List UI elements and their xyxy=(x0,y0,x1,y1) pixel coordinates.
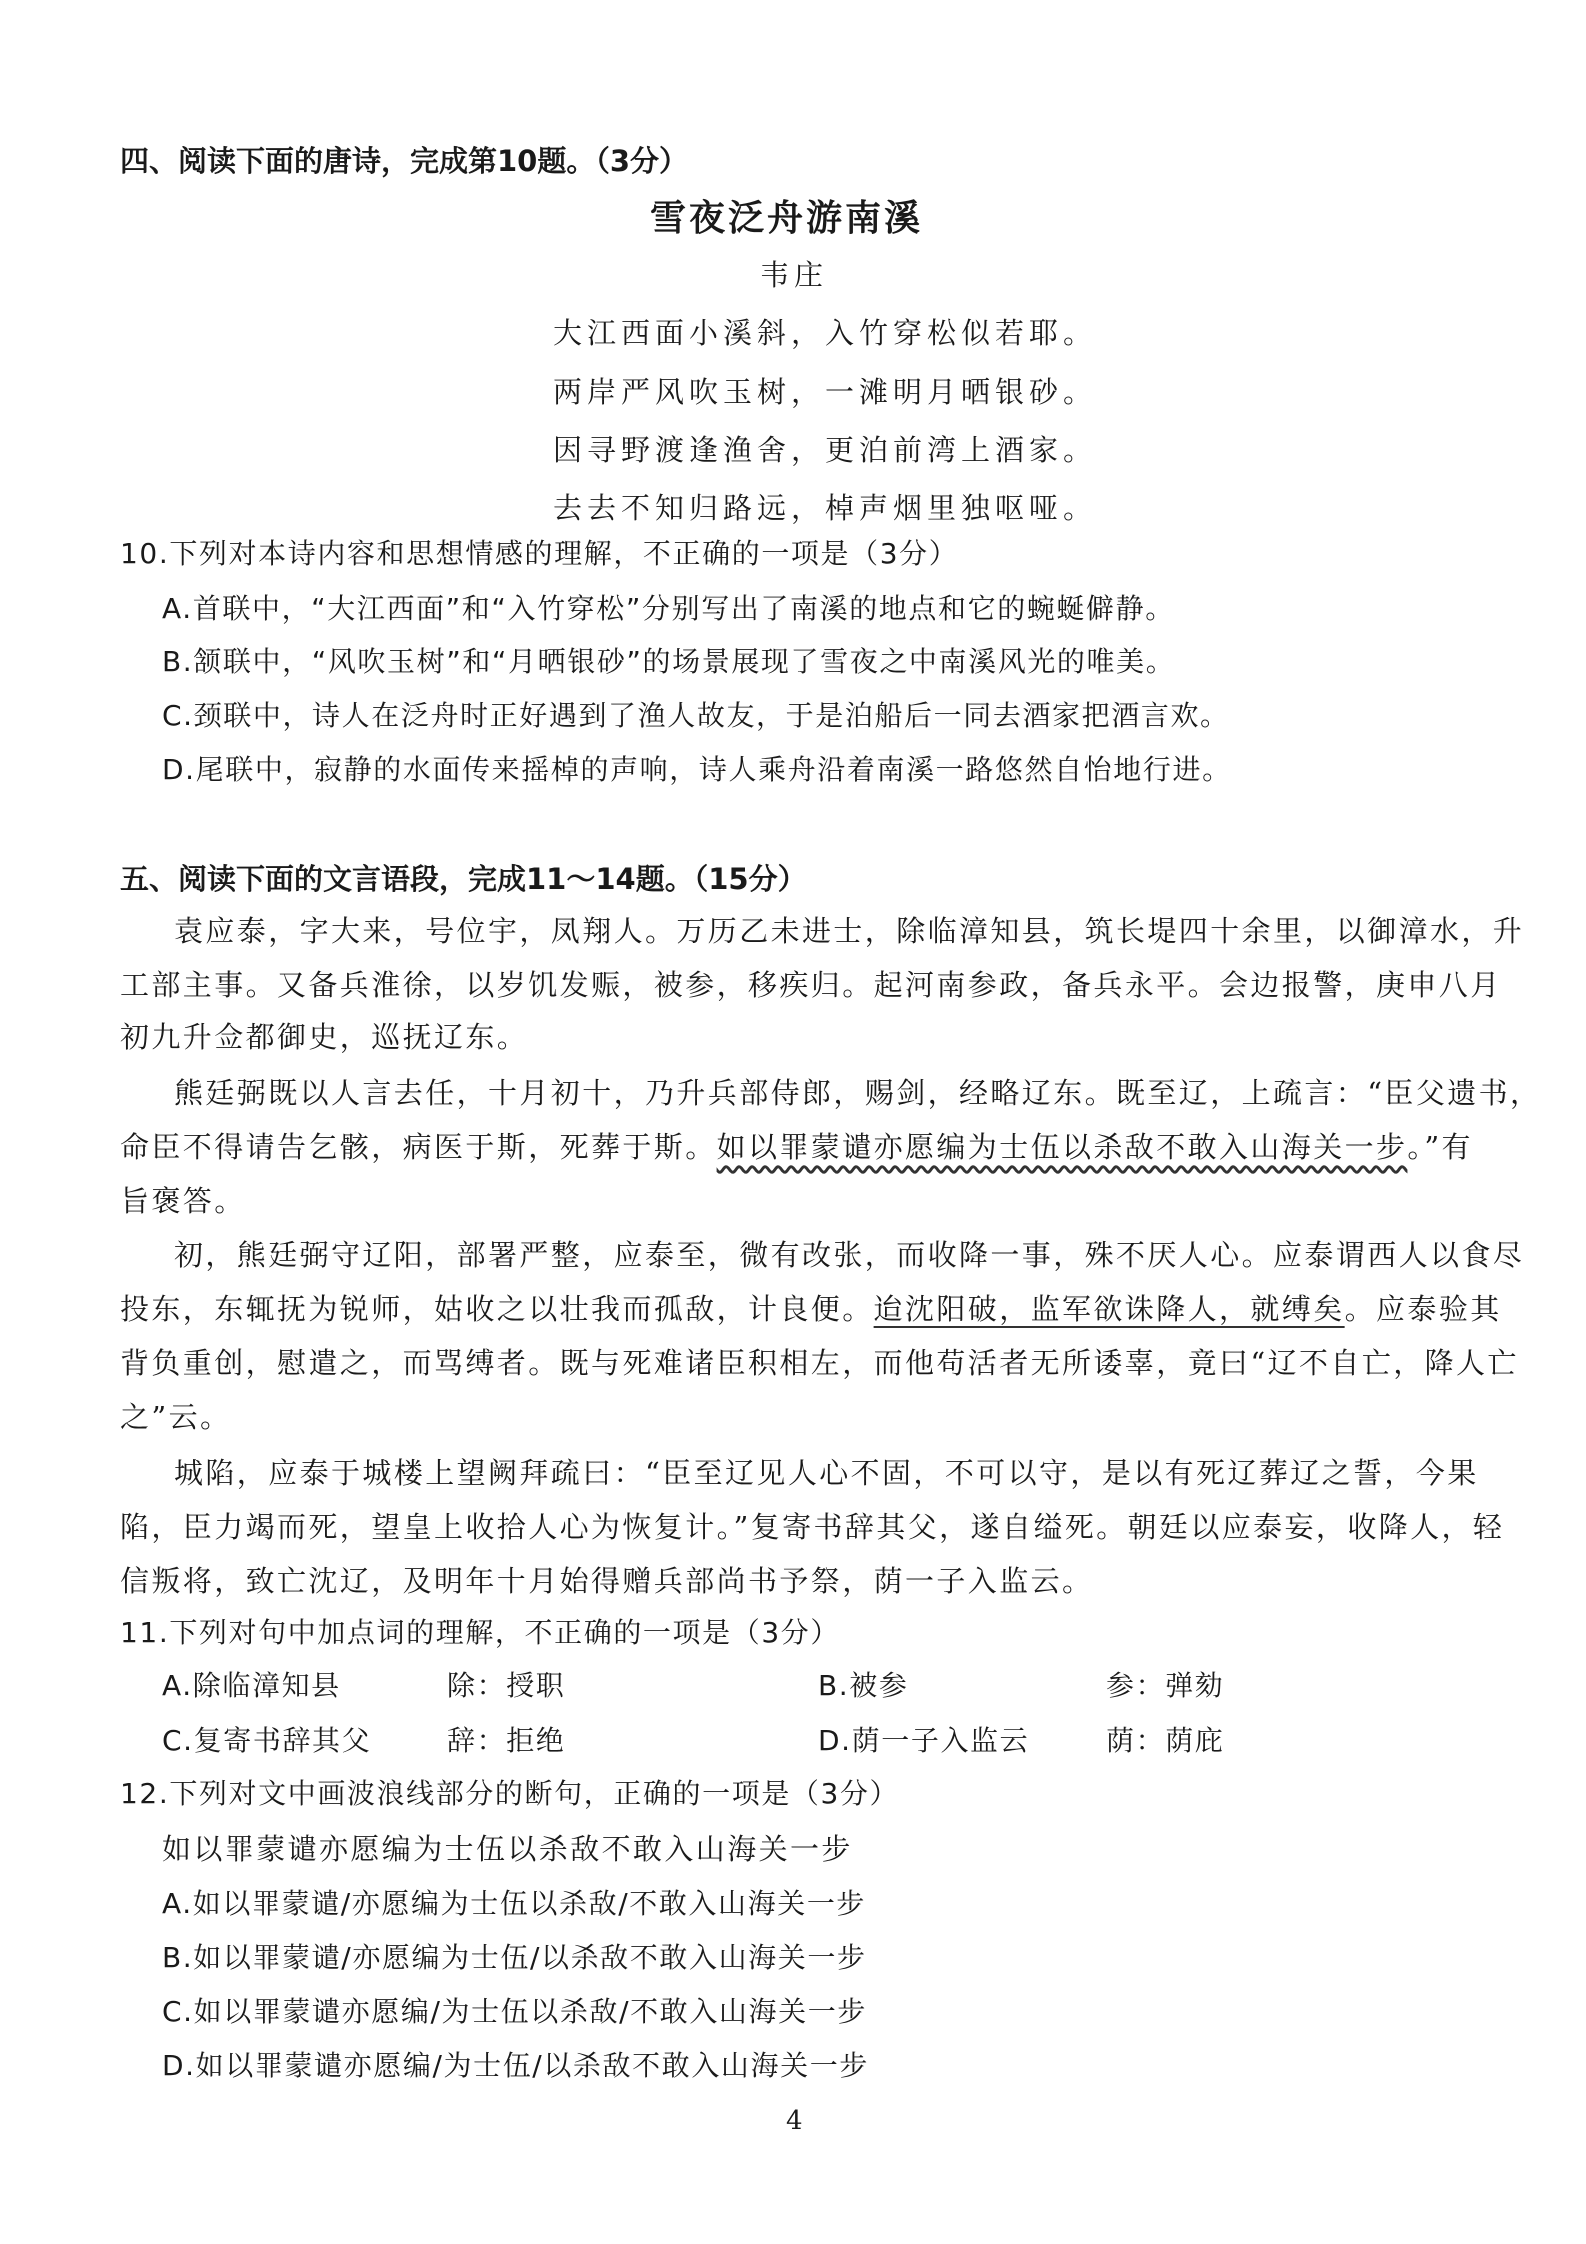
passage-text: 袁应泰，字大来，号位宇，凤翔人。万历乙未进士，除临漳知县，筑长堤四十余里，以御漳水，升 xyxy=(174,914,1525,948)
q11-option-a: A.除临漳知县 xyxy=(162,1669,341,1702)
poem-line: 去去不知归路远，棹声烟里独呕哑。 xyxy=(553,491,1098,525)
passage-line: 背负重创，慰遣之，而骂缚者。既与死难诸臣积相左，而他苟活者无所诿辜，竟曰“辽不自亡，降人亡 xyxy=(120,1346,1519,1380)
q11-gloss-b: 参：弹劾 xyxy=(1106,1669,1225,1702)
q10-option-c: C.颈联中，诗人在泛舟时正好遇到了渔人故友，于是泊船后一同去酒家把酒言欢。 xyxy=(162,699,1230,732)
passage-line: 初九升佥都御史，巡抚辽东。 xyxy=(120,1020,529,1054)
q12-stem: 12.下列对文中画波浪线部分的断句，正确的一项是（3分） xyxy=(120,1777,900,1810)
q12-option-a: A.如以罪蒙谴/亦愿编为士伍以杀敌/不敢入山海关一步 xyxy=(162,1887,867,1920)
passage-text: 。”有 xyxy=(1407,1130,1473,1164)
q11-gloss-c: 辞：拒绝 xyxy=(447,1724,566,1757)
q12-option-d: D.如以罪蒙谴亦愿编/为士伍/以杀敌不敢入山海关一步 xyxy=(162,2049,869,2082)
section5-heading: 五、阅读下面的文言语段，完成11～14题。（15分） xyxy=(120,862,807,896)
underlined-sentence: 迨沈阳破，监军欲诛降人，就缚矣 xyxy=(873,1292,1345,1326)
poem-line: 两岸严风吹玉树，一滩明月晒银砂。 xyxy=(553,375,1098,409)
passage-line: 旨褒答。 xyxy=(120,1184,246,1218)
q12-option-c: C.如以罪蒙谴亦愿编/为士伍以杀敌/不敢入山海关一步 xyxy=(162,1995,867,2028)
q11-option-c: C.复寄书辞其父 xyxy=(162,1724,372,1757)
wavy-underlined-sentence: 如以罪蒙谴亦愿编为士伍以杀敌不敢入山海关一步 xyxy=(716,1130,1408,1164)
q10-option-a: A.首联中，“大江西面”和“入竹穿松”分别写出了南溪的地点和它的蜿蜒僻静。 xyxy=(162,592,1175,625)
q11-gloss-a: 除：授职 xyxy=(447,1669,566,1702)
passage-line: 信叛将，致亡沈辽，及明年十月始得赠兵部尚书予祭，荫一子入监云。 xyxy=(120,1564,1094,1598)
passage-line xyxy=(120,1290,1502,1328)
poem-author: 韦庄 xyxy=(760,258,829,292)
passage-line: 陷，臣力竭而死，望皇上收拾人心为恢复计。”复寄书辞其父，遂自缢死。朝廷以应泰妄，收降人，轻 xyxy=(120,1510,1505,1544)
section4-heading: 四、阅读下面的唐诗，完成第10题。（3分） xyxy=(120,144,689,178)
q11-option-b: B.被参 xyxy=(818,1669,909,1702)
page-number: 4 xyxy=(786,2106,803,2136)
poem-title: 雪夜泛舟游南溪 xyxy=(650,198,924,239)
passage-line: 初，熊廷弼守辽阳，部署严整，应泰至，微有改张，而收降一事，殊不厌人心。应泰谓西人以食尽 xyxy=(174,1238,1525,1272)
passage-text: 投东，东辄抚为锐师，姑收之以壮我而孤敌，计良便。 xyxy=(120,1292,874,1326)
q10-option-d: D.尾联中，寂静的水面传来摇棹的声响，诗人乘舟沿着南溪一路悠然自怡地行进。 xyxy=(162,753,1232,786)
q11-stem: 11.下列对句中加点词的理解，不正确的一项是（3分） xyxy=(120,1616,840,1649)
passage-line xyxy=(120,1128,1473,1166)
q11-gloss-d: 荫：荫庇 xyxy=(1106,1724,1225,1757)
passage-text: 命臣不得请告乞骸，病医于斯，死葬于斯。 xyxy=(120,1130,717,1164)
passage-line: 之”云。 xyxy=(120,1400,232,1434)
passage-line: 城陷，应泰于城楼上望阙拜疏曰：“臣至辽见人心不固，不可以守，是以有死辽葬辽之誓，今果 xyxy=(174,1456,1479,1490)
passage-line: 熊廷弼既以人言去任，十月初十，乃升兵部侍郎，赐剑，经略辽东。既至辽，上疏言：“臣父遗书， xyxy=(174,1076,1542,1110)
passage-line: 工部主事。又备兵淮徐，以岁饥发赈，被参，移疾归。起河南参政，备兵永平。会边报警，庚申八月 xyxy=(120,968,1502,1002)
q11-option-d: D.荫一子入监云 xyxy=(818,1724,1030,1757)
q12-option-b: B.如以罪蒙谴/亦愿编为士伍/以杀敌不敢入山海关一步 xyxy=(162,1941,867,1974)
q12-original-sentence: 如以罪蒙谴亦愿编为士伍以杀敌不敢入山海关一步 xyxy=(162,1832,853,1866)
q10-stem: 10.下列对本诗内容和思想情感的理解，不正确的一项是（3分） xyxy=(120,537,959,570)
poem-line: 大江西面小溪斜，入竹穿松似若耶。 xyxy=(553,316,1098,350)
q10-option-b: B.颔联中，“风吹玉树”和“月晒银砂”的场景展现了雪夜之中南溪风光的唯美。 xyxy=(162,645,1176,678)
poem-line: 因寻野渡逢渔舍，更泊前湾上酒家。 xyxy=(553,433,1098,467)
passage-line xyxy=(174,912,1524,950)
passage-text: 。应泰验其 xyxy=(1344,1292,1502,1326)
